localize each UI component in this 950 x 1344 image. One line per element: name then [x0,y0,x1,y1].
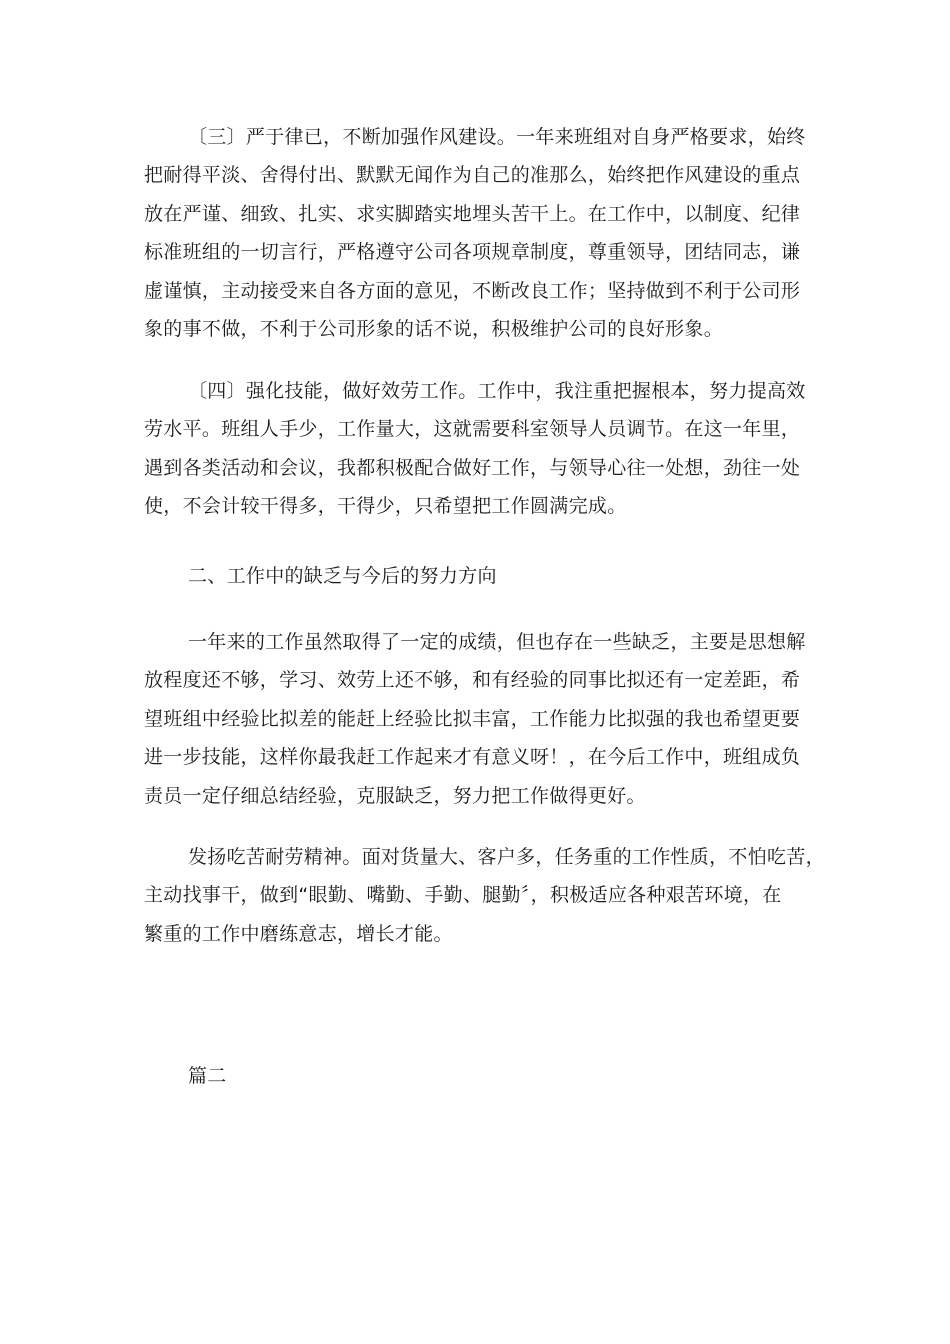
paragraph-line: 把耐得平淡、舍得付出、默默无闻作为自己的准那么，始终把作风建设的重点 [144,164,801,187]
paragraph-line: 责员一定仔细总结经验，克服缺乏，努力把工作做得更好。 [144,784,646,807]
paragraph-line: 劳水平。班组人手少，工作量大，这就需要科室领导人员调节。在这一年里， [144,418,801,441]
part-two-heading [144,1057,812,1095]
paragraph-strengthen-skills [144,372,812,526]
part-two-heading-text: 篇二 [188,1065,227,1087]
paragraph-line: 使，不会计较干得多，干得少，只希望把工作圆满完成。 [144,495,627,518]
paragraph-line: 主动找事干，做到“眼勤、嘴勤、手勤、腿勤〞，积极适应各种艰苦环境，在 [144,884,782,907]
paragraph-line: 放在严谨、细致、扎实、求实脚踏实地埋头苦干上。在工作中，以制度、纪律 [144,202,801,225]
paragraph-line: 遇到各类活动和会议，我都积极配合做好工作，与领导心往一处想，劲往一处 [144,456,801,479]
paragraph-line: 标准班组的一切言行，严格遵守公司各项规章制度，尊重领导，团结同志，谦 [144,241,801,264]
paragraph-line: 一年来的工作虽然取得了一定的成绩，但也存在一些缺乏，主要是思想解 [188,631,806,653]
paragraph-shortcomings [144,623,812,815]
paragraph-line: 望班组中经验比拟差的能赶上经验比拟丰富，工作能力比拟强的我也希望更要 [144,707,801,730]
paragraph-line: 进一步技能，这样你最我赶工作起来才有意义呀！，在今后工作中，班组成负 [144,746,801,769]
paragraph-hard-work-spirit [144,838,825,953]
section-heading [144,557,812,595]
section-heading-text: 二、工作中的缺乏与今后的努力方向 [188,565,497,587]
paragraph-line: 象的事不做，不利于公司形象的话不说，积极维护公司的良好形象。 [144,317,724,340]
paragraph-line: 繁重的工作中磨练意志，增长才能。 [144,922,453,945]
paragraph-line: 虚谨慎，主动接受来自各方面的意见，不断改良工作；坚持做到不利于公司形 [144,279,801,302]
paragraph-line: 〔三〕严于律已，不断加强作风建设。一年来班组对自身严格要求，始终 [188,126,806,148]
paragraph-line: 放程度还不够，学习、效劳上还不够，和有经验的同事比拟还有一定差距，希 [144,669,801,692]
paragraph-line: 发扬吃苦耐劳精神。面对货量大、客户多，任务重的工作性质，不怕吃苦， [188,846,825,868]
paragraph-strict-discipline [144,118,812,348]
paragraph-line: 〔四〕强化技能，做好效劳工作。工作中，我注重把握根本，努力提高效 [188,380,806,402]
